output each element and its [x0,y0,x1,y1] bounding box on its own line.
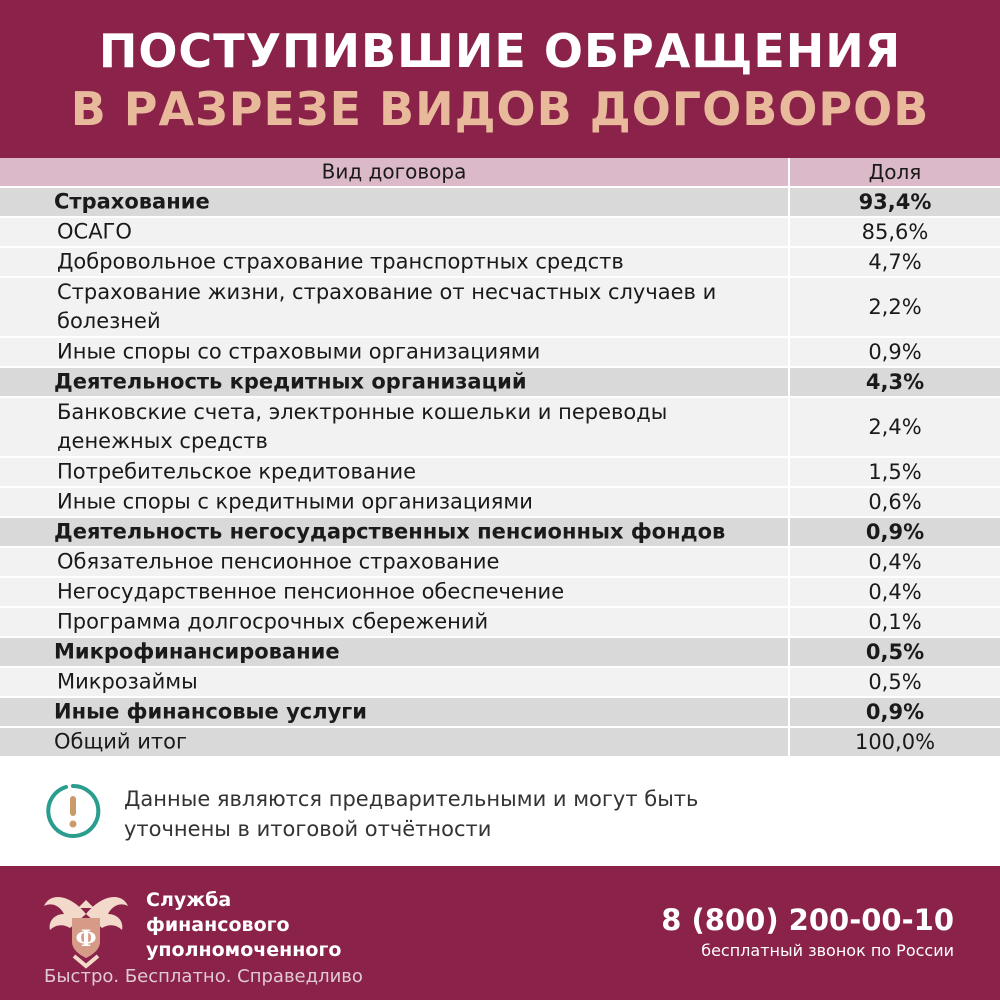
row-name: Микрозаймы [57,669,198,694]
emblem-logo-icon [40,884,132,972]
table-row [0,188,1000,218]
slogan: Быстро. Бесплатно. Справедливо [44,966,363,987]
row-name: Деятельность негосударственных пенсионных фондов [54,519,726,544]
table-total-row [0,728,1000,758]
row-value: 0,5% [868,670,922,694]
row-value: 4,3% [865,370,925,394]
page-title: ПОСТУПИВШИЕ ОБРАЩЕНИЯ [98,24,902,78]
table-row [0,698,1000,728]
row-name: Деятельность кредитных организаций [54,369,527,394]
table-row [0,548,1000,578]
row-name: Иные споры со страховыми организациями [57,339,541,364]
row-value: 2,4% [868,415,922,439]
row-name: ОСАГО [57,219,132,244]
row-value: 0,9% [865,700,925,724]
table-row [0,518,1000,548]
row-name: Обязательное пенсионное страхование [57,549,500,574]
row-name: Потребительское кредитование [57,459,417,484]
row-name: Добровольное страхование транспортных средств [57,249,624,274]
row-name: Страхование жизни, страхование от несчастных случаев и болезней [57,280,717,333]
table-row [0,578,1000,608]
header-banner [0,0,1000,158]
row-value: 2,2% [868,295,922,319]
row-value: 0,5% [865,640,925,664]
phone-note: бесплатный звонок по России [701,941,954,960]
row-value: 0,4% [868,580,922,604]
disclaimer-text: Данные являются предварительными и могут быть уточнены в итоговой отчётности [124,787,699,841]
row-value: 0,4% [868,550,922,574]
row-value: 93,4% [858,190,932,214]
row-value: 1,5% [868,460,922,484]
table-row [0,458,1000,488]
table-row [0,638,1000,668]
table-row [0,398,1000,458]
table-row [0,278,1000,338]
row-name: Программа долгосрочных сбережений [57,609,489,634]
row-name: Иные споры с кредитными организациями [57,489,533,514]
row-name: Иные финансовые услуги [54,699,367,724]
row-name: Микрофинансирование [54,639,340,664]
column-header-share: Доля [868,160,922,184]
table-row [0,218,1000,248]
row-value: 0,9% [865,520,925,544]
table-row [0,488,1000,518]
row-name: Банковские счета, электронные кошельки и переводы денежных средств [57,400,668,453]
row-value: 85,6% [861,220,929,244]
row-name: Страхование [54,189,210,214]
column-header-type: Вид договора [321,159,467,184]
table-header-row [0,158,1000,188]
row-value: 0,9% [868,340,922,364]
table-row [0,338,1000,368]
row-value: 4,7% [868,250,922,274]
table-row [0,608,1000,638]
organization-name: Служба финансового уполномоченного [146,889,342,961]
svg-text:Ф: Ф [75,926,97,952]
row-name: Негосударственное пенсионное обеспечение [57,579,565,604]
row-value: 0,6% [868,490,922,514]
row-name: Общий итог [54,729,187,754]
row-value: 100,0% [854,730,936,754]
row-value: 0,1% [868,610,922,634]
table-row [0,248,1000,278]
table-row [0,668,1000,698]
page-subtitle: В РАЗРЕЗЕ ВИДОВ ДОГОВОРОВ [70,82,930,136]
table-row [0,368,1000,398]
contracts-table [0,158,1000,758]
exclamation-icon [44,782,102,840]
phone-number[interactable]: 8 (800) 200-00-10 [661,903,954,937]
